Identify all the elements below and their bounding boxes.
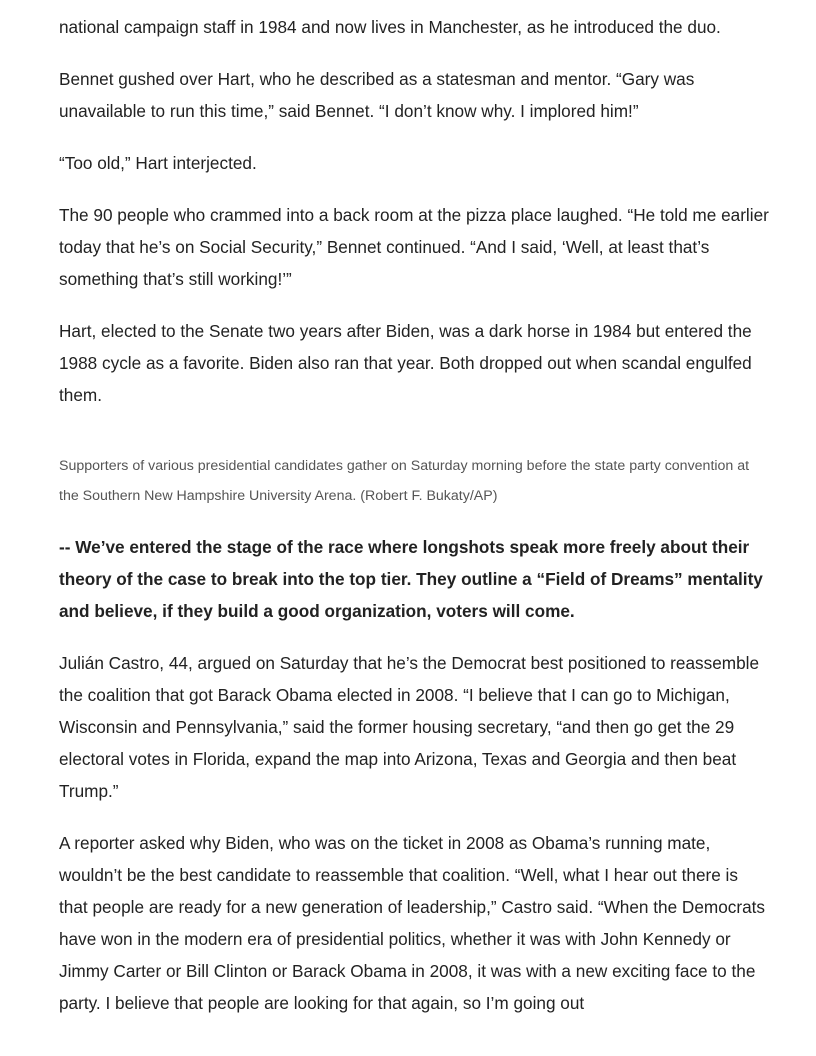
paragraph-pizza-place: The 90 people who crammed into a back room at the pizza place laughed. “He told me earlier today that he’s on Social Security,” Bennet continued. “And I said, ‘Well, at least that’s something that’s still working!’” <box>59 205 769 289</box>
paragraph-hart-elected: Hart, elected to the Senate two years after Biden, was a dark horse in 1984 but entered the 1988 cycle as a favorite. Biden also ran that year. Both dropped out when scandal engulfed them. <box>59 321 752 405</box>
article-body <box>59 11 769 1039</box>
lead-paragraph: -- We’ve entered the stage of the race where longshots speak more freely about their theory of the case to break into the top tier. They outline a “Field of Dreams” mentality and believe, if they build a good organization, voters will come. <box>59 537 763 621</box>
paragraph-campaign-staff: national campaign staff in 1984 and now lives in Manchester, as he introduced the duo. <box>59 17 721 37</box>
paragraph-bennet-gushed: Bennet gushed over Hart, who he described as a statesman and mentor. “Gary was unavailable to run this time,” said Bennet. “I don’t know why. I implored him!” <box>59 69 695 121</box>
paragraph-too-old: “Too old,” Hart interjected. <box>59 153 257 173</box>
paragraph-reporter-asked: A reporter asked why Biden, who was on the ticket in 2008 as Obama’s running mate, wouldn’t be the best candidate to reassemble that coalition. “Well, what I hear out there is that people are ready for a new generation of leadership,” Castro said. “When the Democrats have won in the modern era of presidential politics, whether it was with John Kennedy or Jimmy Carter or Bill Clinton or Barack Obama in 2008, it was with a new exciting face to the party. I believe that people are looking for that again, so I’m going out <box>59 833 766 1013</box>
paragraph-castro-argued: Julián Castro, 44, argued on Saturday that he’s the Democrat best positioned to reassemble the coalition that got Barack Obama elected in 2008. “I believe that I can go to Michigan, Wisconsin and Pennsylvania,” said the former housing secretary, “and then go get the 29 electoral votes in Florida, expand the map into Arizona, Texas and Georgia and then beat Trump.” <box>59 653 760 801</box>
photo-caption: Supporters of various presidential candidates gather on Saturday morning before the state party convention at the Southern New Hampshire University Arena. (Robert F. Bukaty/AP) <box>59 458 750 504</box>
